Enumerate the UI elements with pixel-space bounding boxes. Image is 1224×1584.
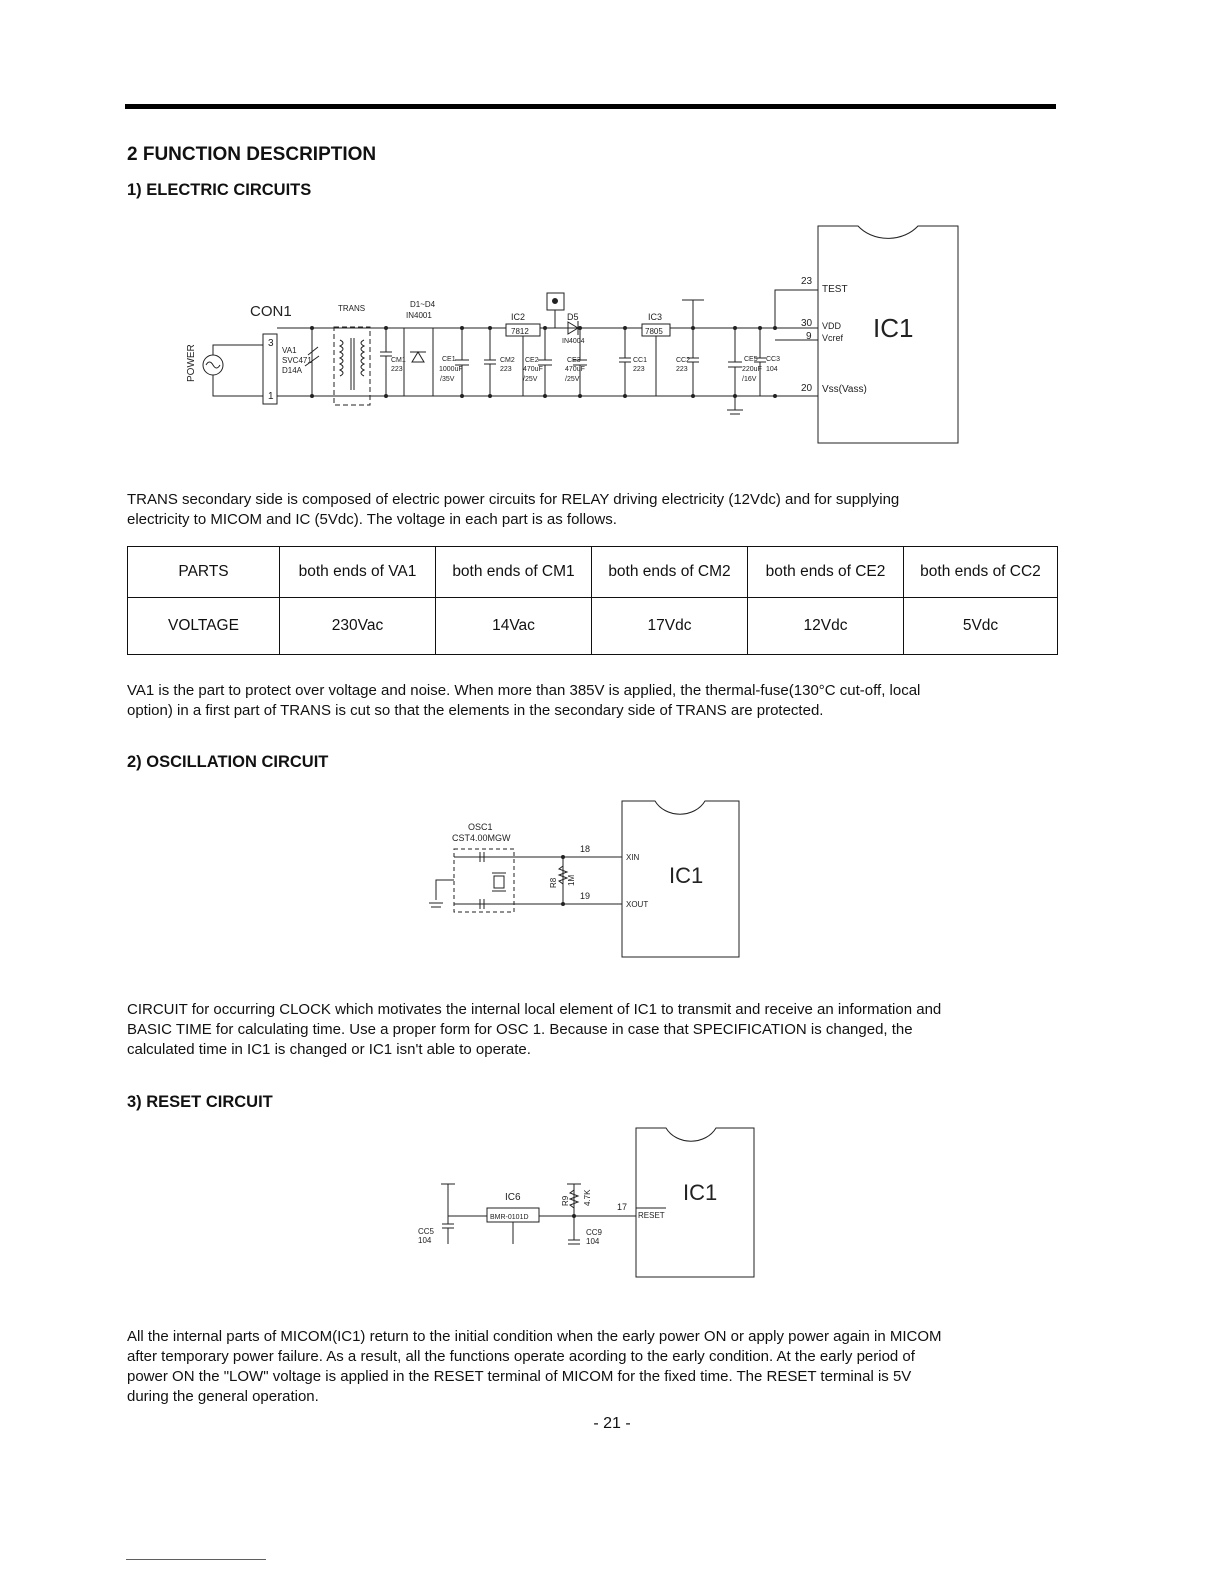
reset-paragraph: All the internal parts of MICOM(IC1) return to the initial condition when the early power ON or apply power again in MICOM after temporary power failure. As a result, all the functions operate acording to the early condition. At the early period of power ON the "LOW" voltage is applied in the RESET terminal of MICOM for the fixed time. The RESET terminal is 5V during the general operation.	[127, 1328, 942, 1405]
table-cell: 12Vdc	[748, 598, 904, 655]
label-pin23: 23	[801, 276, 813, 287]
table-cell: both ends of CM1	[436, 547, 592, 598]
label-cc9: CC9	[586, 1228, 603, 1237]
label-pin9: 9	[806, 331, 812, 342]
label-reset: RESET	[638, 1211, 665, 1220]
label-vdd: VDD	[822, 321, 842, 331]
heading-electric-circuits: 1) ELECTRIC CIRCUITS	[127, 181, 312, 199]
label-pin18: 18	[580, 844, 591, 854]
label-osc1: OSC1	[468, 822, 493, 832]
label-ce2: CE2	[525, 357, 539, 364]
table-cell: 230Vac	[280, 598, 436, 655]
label-cc5: CC5	[418, 1227, 435, 1236]
label-r8: R8	[549, 877, 558, 888]
table-cell: both ends of CM2	[592, 547, 748, 598]
label-pin17: 17	[617, 1202, 628, 1212]
voltage-table	[127, 546, 1058, 655]
label-cc2: CC2	[676, 357, 691, 364]
power-circuit-diagram	[0, 0, 1224, 460]
label-xin: XIN	[626, 853, 640, 862]
table-cell: both ends of VA1	[280, 547, 436, 598]
label-pin20: 20	[801, 383, 813, 394]
label-cc3-val: 104	[766, 366, 778, 373]
label-ic1: IC1	[683, 1180, 718, 1205]
label-ce3-val: 470uF	[565, 366, 585, 373]
section-title: 2 FUNCTION DESCRIPTION	[127, 144, 377, 165]
table-cell: 14Vac	[436, 598, 592, 655]
label-ce5: CE5	[744, 356, 758, 363]
label-pin30: 30	[801, 318, 813, 329]
label-osc1-part: CST4.00MGW	[452, 833, 511, 843]
label-diodes: D1~D4	[410, 300, 436, 309]
label-ce3: CE3	[567, 357, 581, 364]
heading-oscillation-circuit: 2) OSCILLATION CIRCUIT	[127, 753, 329, 771]
table-cell: both ends of CE2	[748, 547, 904, 598]
crystal-symbol	[494, 876, 504, 888]
label-cc9-val: 104	[586, 1237, 600, 1246]
label-d5-part: IN4004	[562, 338, 585, 345]
label-cm2: CM2	[500, 357, 515, 364]
label-va1: VA1	[282, 346, 297, 355]
label-r9-val: 4.7K	[583, 1189, 592, 1206]
label-va1-part2: D14A	[282, 366, 303, 375]
ac-wave	[206, 362, 220, 368]
label-cc1-val: 223	[633, 366, 645, 373]
oscillation-paragraph: CIRCUIT for occurring CLOCK which motivates the internal local element of IC1 to transmit and receive an information and BASIC TIME for calculating time. Use a proper form for OSC 1. Because in case that SPECIFICATION is changed, the calculated time in IC1 is changed or IC1 isn't able to operate.	[127, 1001, 942, 1058]
label-test: TEST	[822, 284, 848, 295]
oscillation-circuit-diagram	[0, 790, 1224, 970]
trans-outline	[334, 327, 370, 405]
label-ic2-part: 7812	[511, 327, 529, 336]
label-ce1-v: /35V	[440, 376, 455, 383]
label-pin19: 19	[580, 891, 591, 901]
label-ic3-part: 7805	[645, 327, 663, 336]
heading-reset-circuit: 3) RESET CIRCUIT	[127, 1093, 273, 1111]
label-ce2-val: 470uF	[523, 366, 543, 373]
table-cell: VOLTAGE	[128, 598, 280, 655]
table-row	[128, 547, 1058, 598]
label-cm2-val: 223	[500, 366, 512, 373]
label-trans: TRANS	[338, 304, 366, 313]
table-cell: PARTS	[128, 547, 280, 598]
label-ic1: IC1	[669, 863, 704, 888]
label-cc1: CC1	[633, 357, 648, 364]
label-vref: Vcref	[822, 333, 844, 343]
label-ic1: IC1	[873, 313, 914, 343]
label-diodes-part: IN4001	[406, 311, 432, 320]
label-cc3: CC3	[766, 356, 781, 363]
label-vss: Vss(Vass)	[822, 384, 867, 395]
label-ic6: IC6	[505, 1192, 521, 1203]
label-r9: R9	[561, 1195, 570, 1206]
table-cell: 17Vdc	[592, 598, 748, 655]
table-row	[128, 598, 1058, 655]
label-ce1-val: 1000uF	[439, 366, 463, 373]
label-ce2-v: /25V	[523, 376, 538, 383]
label-ic3: IC3	[648, 312, 663, 322]
label-d5: D5	[567, 312, 579, 322]
label-ce5-v: /16V	[742, 376, 757, 383]
label-ce1: CE1	[442, 356, 456, 363]
va1-note: VA1 is the part to protect over voltage and noise. When more than 385V is applied, the thermal-fuse(130°C cut-off, local option) in a first part of TRANS is cut so that the elements in the secondary side of TRANS are protected.	[127, 682, 921, 719]
label-cc2-val: 223	[676, 366, 688, 373]
label-cm1-val: 223	[391, 366, 403, 373]
electric-paragraph: TRANS secondary side is composed of electric power circuits for RELAY driving electricity (12Vdc) and for supplying electricity to MICOM and IC (5Vdc). The voltage in each part is as follows.	[127, 491, 900, 528]
label-ic6-part: BMR-0101D	[490, 1214, 529, 1221]
page-number: - 21 -	[593, 1415, 631, 1432]
label-pin1: 1	[268, 391, 274, 402]
label-con1: CON1	[250, 303, 292, 320]
label-xout: XOUT	[626, 900, 649, 909]
label-ce5-val: 220uF	[742, 366, 762, 373]
label-cm1: CM1	[391, 357, 406, 364]
label-ic2: IC2	[511, 312, 526, 322]
label-r8-val: 1M	[567, 874, 576, 886]
table-cell: 5Vdc	[904, 598, 1058, 655]
footer-rule	[126, 1559, 266, 1560]
label-pin3: 3	[268, 338, 274, 349]
label-va1-part: SVC471	[282, 356, 312, 365]
label-power: POWER	[186, 344, 197, 382]
label-cc5-val: 104	[418, 1236, 432, 1245]
label-ce3-v: /25V	[565, 376, 580, 383]
table-cell: both ends of CC2	[904, 547, 1058, 598]
reset-circuit-diagram	[0, 1120, 1224, 1285]
